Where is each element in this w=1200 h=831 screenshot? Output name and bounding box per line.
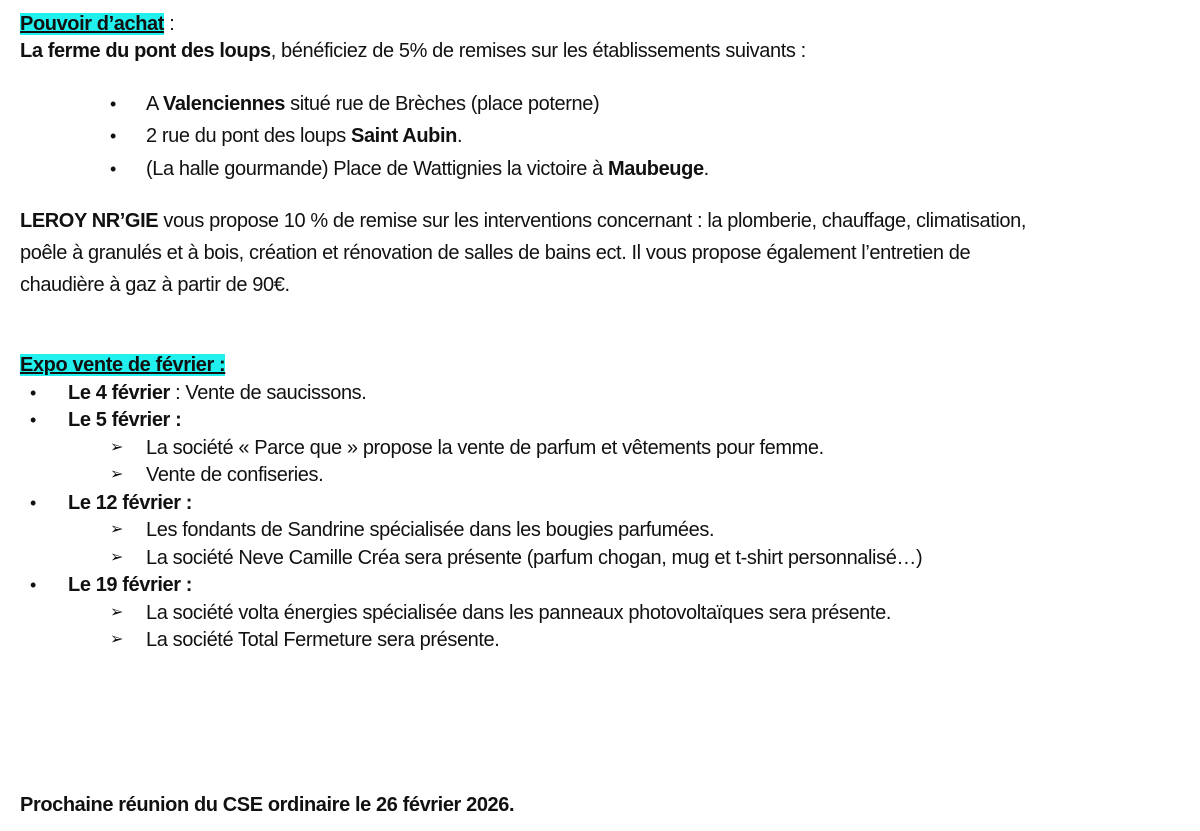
arrow-bullet-icon: ➢: [110, 466, 124, 483]
location-item: 2 rue du pont des loups Saint Aubin.: [146, 125, 463, 147]
bullet-icon: •: [30, 410, 37, 430]
arrow-bullet-icon: ➢: [110, 521, 124, 538]
leroy-paragraph-line-1: LEROY NR’GIE vous propose 10 % de remise sur les interventions concernant : la plomberie, chauffage, climatisation,: [20, 210, 1027, 232]
bullet-icon: •: [30, 575, 37, 595]
bullet-icon: •: [110, 94, 117, 114]
bullet-icon: •: [110, 126, 117, 146]
arrow-bullet-icon: ➢: [110, 631, 124, 648]
expo-day: Le 5 février :: [68, 409, 182, 431]
leroy-paragraph-line-2: poêle à granulés et à bois, création et rénovation de salles de bains ect. Il vous propose également l’entretien de: [20, 242, 971, 264]
expo-item: La société Neve Camille Créa sera présente (parfum chogan, mug et t-shirt personnalisé…): [146, 547, 923, 569]
location-item: A Valenciennes situé rue de Brèches (place poterne): [146, 93, 600, 115]
bullet-icon: •: [30, 383, 37, 403]
section-heading-purchasing-power: Pouvoir d’achat :: [20, 13, 175, 35]
bullet-icon: •: [30, 493, 37, 513]
expo-item: La société volta énergies spécialisée dans les panneaux photovoltaïques sera présente.: [146, 602, 892, 624]
expo-item: La société « Parce que » propose la vente de parfum et vêtements pour femme.: [146, 437, 824, 459]
expo-day: Le 19 février :: [68, 574, 193, 596]
heading-highlight: Pouvoir d’achat: [20, 13, 165, 35]
expo-day: Le 4 février : Vente de saucissons.: [68, 382, 367, 404]
farm-intro: La ferme du pont des loups, bénéficiez de 5% de remises sur les établissements suivants :: [20, 40, 806, 62]
heading-highlight: Expo vente de février :: [20, 354, 226, 376]
expo-day: Le 12 février :: [68, 492, 193, 514]
arrow-bullet-icon: ➢: [110, 549, 124, 566]
arrow-bullet-icon: ➢: [110, 439, 124, 456]
location-item: (La halle gourmande) Place de Wattignies la victoire à Maubeuge.: [146, 158, 709, 180]
expo-item: La société Total Fermeture sera présente.: [146, 629, 500, 651]
arrow-bullet-icon: ➢: [110, 604, 124, 621]
leroy-paragraph-line-3: chaudière à gaz à partir de 90€.: [20, 274, 290, 296]
expo-item: Vente de confiseries.: [146, 464, 324, 486]
section-heading-expo: [20, 352, 225, 378]
next-meeting-note: Prochaine réunion du CSE ordinaire le 26 février 2026.: [20, 794, 515, 816]
bullet-icon: •: [110, 159, 117, 179]
expo-item: Les fondants de Sandrine spécialisée dans les bougies parfumées.: [146, 519, 715, 541]
